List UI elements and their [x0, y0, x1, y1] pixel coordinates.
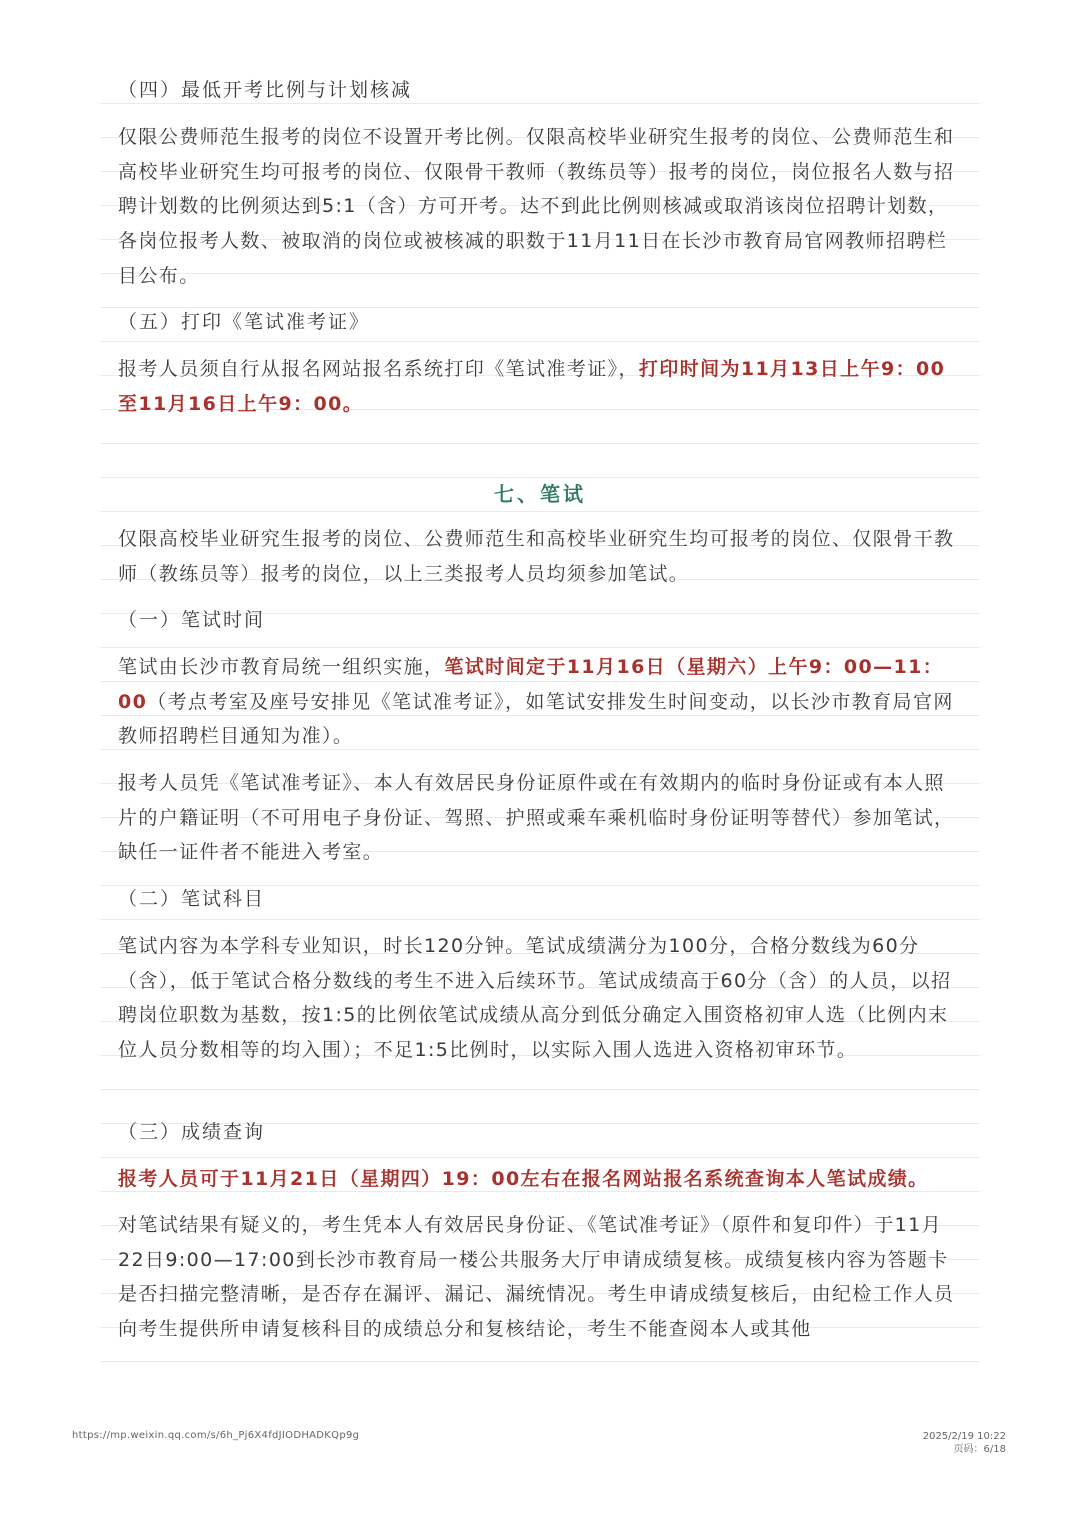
- subsection-1-highlight: 笔试时间定于11月16日（星期六）上午9：00—11：00: [118, 656, 944, 713]
- section-4-title: （四）最低开考比例与计划核减: [118, 79, 413, 101]
- section-5-title: （五）打印《笔试准考证》: [118, 311, 371, 333]
- document-page: [100, 70, 980, 1370]
- section-4-body: 仅限公费师范生报考的岗位不设置开考比例。仅限高校毕业研究生报考的岗位、公费师范生和高校毕业研究生均可报考的岗位、仅限骨干教师（教练员等）报考的岗位，岗位报名人数与招聘计划数的比例须达到5:1（含）方可开考。达不到此比例则核减或取消该岗位招聘计划数，各岗位报考人数、被取消的岗位或被核减的职数于11月11日在长沙市教育局官网教师招聘栏目公布。: [118, 126, 955, 287]
- subsection-2-body: 笔试内容为本学科专业知识，时长120分钟。笔试成绩满分为100分，合格分数线为60分（含），低于笔试合格分数线的考生不进入后续环节。笔试成绩高于60分（含）的人员，以招聘岗位职数为基数，按1:5的比例依笔试成绩从高分到低分确定入围资格初审人选（比例内末位人员分数相等的均入围）；不足1:5比例时，以实际入围人选进入资格初审环节。: [118, 935, 952, 1062]
- section-5-highlight: 打印时间为11月13日上午9：00至11月16日上午9：00。: [118, 358, 946, 415]
- subsection-1-body-c: （考点考室及座号安排见《笔试准考证》，如笔试安排发生时间变动，以长沙市教育局官网教师招聘栏目通知为准）。: [118, 690, 954, 748]
- subsection-1-title: （一）笔试时间: [118, 609, 266, 631]
- subsection-3-title: （三）成绩查询: [118, 1121, 266, 1143]
- footer-meta: [923, 1430, 1006, 1456]
- subsection-1-body: [118, 650, 963, 754]
- subsection-1-body-2: 报考人员凭《笔试准考证》、本人有效居民身份证原件或在有效期内的临时身份证或有本人照片的户籍证明（不可用电子身份证、驾照、护照或乘车乘机临时身份证明等替代）参加笔试，缺任一证件者不能进入考室。: [118, 772, 955, 864]
- subsection-3-body: 对笔试结果有疑义的，考生凭本人有效居民身份证、《笔试准考证》（原件和复印件）于11月22日9:00—17:00到长沙市教育局一楼公共服务大厅申请成绩复核。成绩复核内容为答题卡是否扫描完整清晰，是否存在漏评、漏记、漏统情况。考生申请成绩复核后，由纪检工作人员向考生提供所申请复核科目的成绩总分和复核结论，考生不能查阅本人或其他: [118, 1214, 955, 1341]
- section-5-body: [118, 352, 963, 421]
- footer-datetime: 2025/2/19 10:22: [922, 1431, 1006, 1442]
- heading-7-intro: 仅限高校毕业研究生报考的岗位、公费师范生和高校毕业研究生均可报考的岗位、仅限骨干教师（教练员等）报考的岗位，以上三类报考人员均须参加笔试。: [118, 528, 955, 585]
- subsection-1-body-a: 笔试由长沙市教育局统一组织实施，: [118, 656, 445, 678]
- footer-url: https://mp.weixin.qq.com/s/6h_Pj6X4fdJIODHADKQp9g: [72, 1430, 360, 1441]
- footer-page-number: 页码：6/18: [953, 1444, 1006, 1455]
- section-5-body-text: 报考人员须自行从报名网站报名系统打印《笔试准考证》，: [118, 358, 639, 380]
- subsection-2-title: （二）笔试科目: [118, 888, 266, 910]
- heading-7: 七、笔试: [494, 482, 586, 506]
- subsection-3-highlight: 报考人员可于11月21日（星期四）19：00左右在报名网站报名系统查询本人笔试成绩。: [118, 1168, 929, 1190]
